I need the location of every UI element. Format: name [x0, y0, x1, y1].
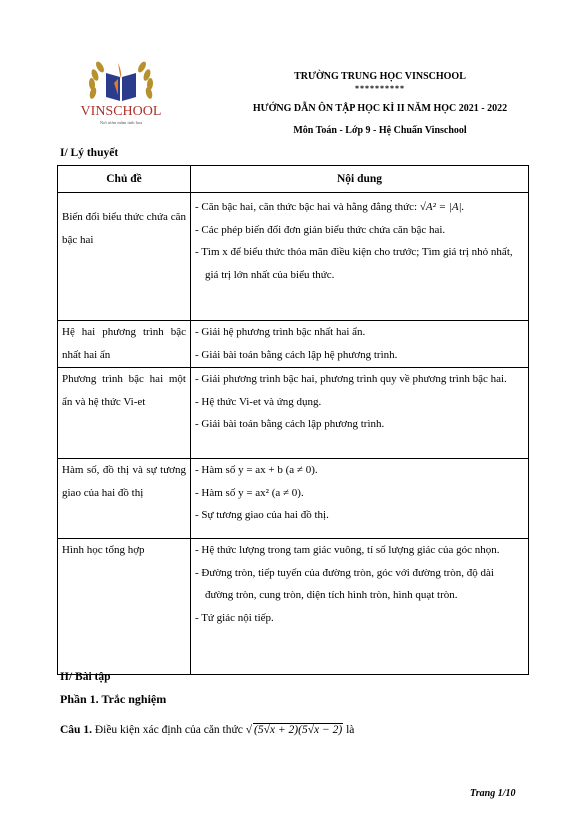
content-line: - Tứ giác nội tiếp.	[195, 611, 274, 624]
table-row	[58, 321, 529, 368]
vinschool-logo	[78, 55, 164, 135]
question-1	[60, 723, 354, 736]
content-line: - Hệ thức Vi-et và ứng dụng.	[195, 395, 322, 408]
book-icon	[106, 63, 136, 101]
part-heading: Phần 1. Trắc nghiệm	[60, 692, 167, 706]
school-name: TRƯỜNG TRUNG HỌC VINSCHOOL	[294, 71, 466, 82]
content-line: - Sự tương giao của hai đồ thị.	[195, 509, 329, 521]
question-text: Điều kiện xác định của căn thức	[94, 724, 243, 736]
table-row	[58, 539, 529, 675]
identity-formula: √A² = |A|.	[419, 201, 465, 213]
laurel-wreath-icon	[88, 60, 153, 99]
section-exercises-heading: II/ Bài tập	[60, 671, 111, 683]
content-line: - Các phép biến đổi đơn giản biểu thức chứa căn bậc hai.	[195, 223, 446, 236]
table-row	[58, 459, 529, 539]
content-cell	[191, 193, 529, 321]
logo-text: VINSCHOOL	[80, 104, 162, 119]
content-line: - Giải hệ phương trình bậc nhất hai ẩn.	[195, 326, 366, 338]
content-line: - Giải bài toán bằng cách lập phương trình.	[195, 418, 385, 430]
question-expression: (5√x + 2)(5√x − 2)	[254, 724, 343, 736]
content-line: - Tìm x để biểu thức thỏa mãn điều kiện cho trước; Tìm giá trị nhỏ nhất, giá trị lớn nhất của biểu thức.	[195, 246, 513, 281]
content-cell	[191, 368, 529, 459]
content-line: - Giải phương trình bậc hai, phương trình quy về phương trình bậc hai.	[195, 373, 507, 385]
table-row	[58, 368, 529, 459]
table-header-row	[58, 166, 529, 193]
content-line: - Giải bài toán bằng cách lập hệ phương trình.	[195, 348, 398, 361]
document-subtitle: Môn Toán - Lớp 9 - Hệ Chuẩn Vinschool	[293, 125, 467, 136]
question-suffix: là	[346, 724, 355, 736]
document-title: HƯỚNG DẪN ÔN TẬP HỌC KÌ II NĂM HỌC 2021 - 2022	[252, 103, 508, 114]
content-cell	[191, 321, 529, 368]
section-theory-heading: I/ Lý thuyết	[60, 147, 119, 159]
topic-cell: Hàm số, đồ thị và sự tương giao của hai đồ thị	[58, 459, 191, 539]
logo-tagline: Nơi ươm mầm tinh hoa	[99, 120, 143, 125]
topic-cell: Phương trình bậc hai một ẩn và hệ thức Vi-et	[58, 368, 191, 459]
topic-cell: Hình học tổng hợp	[58, 539, 191, 675]
question-label: Câu 1.	[60, 724, 92, 736]
content-cell	[191, 459, 529, 539]
theory-table	[57, 165, 529, 675]
content-line: - Hàm số y = ax + b (a ≠ 0).	[195, 464, 318, 476]
content-line: - Hàm số y = ax² (a ≠ 0).	[195, 486, 304, 499]
column-header-content: Nội dung	[191, 166, 529, 193]
stars-divider: **********	[355, 84, 405, 93]
column-header-topic: Chủ đề	[58, 166, 191, 193]
topic-cell: Biến đổi biểu thức chứa căn bậc hai	[58, 193, 191, 321]
topic-cell: Hệ hai phương trình bậc nhất hai ẩn	[58, 321, 191, 368]
radical-sign-icon: √	[245, 724, 253, 736]
content-line: - Căn bậc hai, căn thức bậc hai và hằng đẳng thức: √A² = |A|.	[195, 201, 465, 213]
table-row	[58, 193, 529, 321]
page-number: Trang 1/10	[470, 788, 516, 799]
content-line: - Đường tròn, tiếp tuyến của đường tròn, góc với đường tròn, độ dài đường tròn, cung tròn, diện tích hình tròn, hình quạt tròn.	[195, 566, 494, 601]
content-cell	[191, 539, 529, 675]
content-line: - Hệ thức lượng trong tam giác vuông, tỉ số lượng giác của góc nhọn.	[195, 544, 500, 556]
